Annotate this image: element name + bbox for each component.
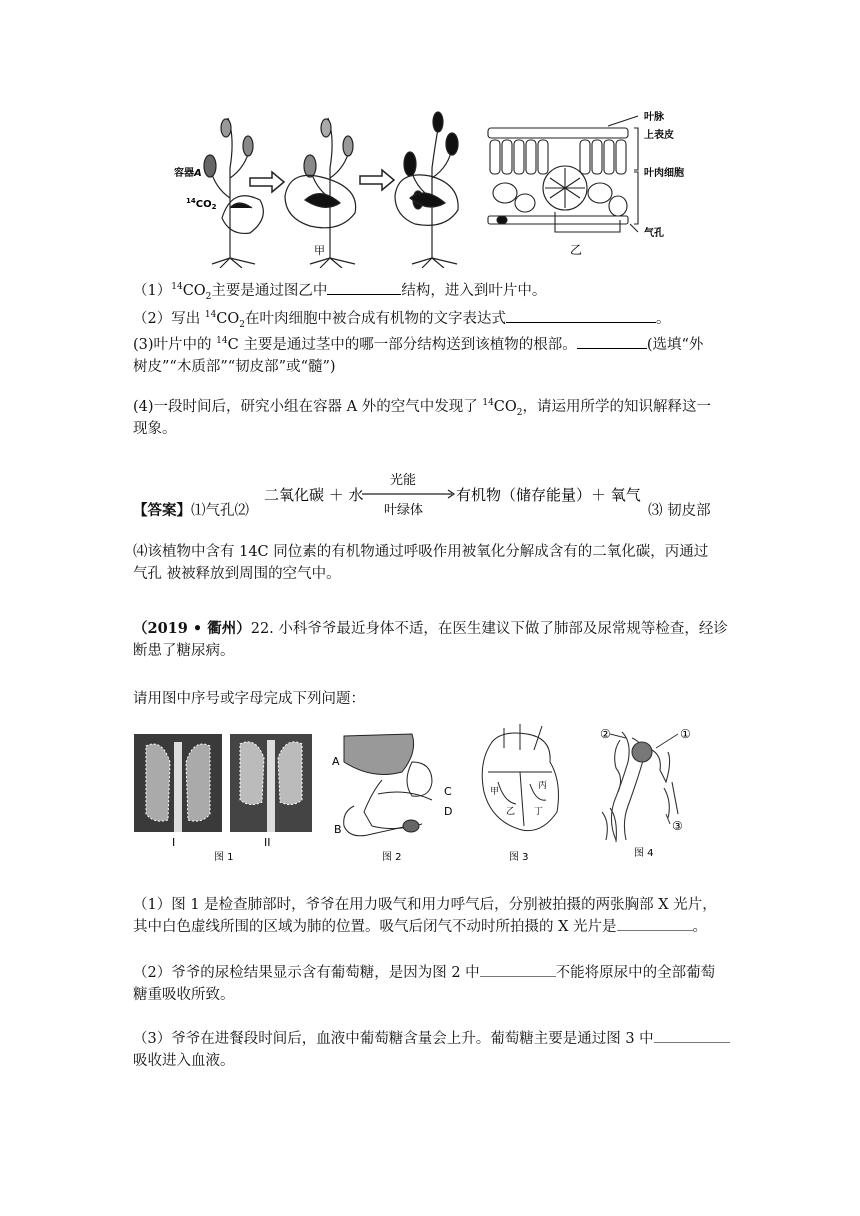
svg-text:③: ③	[672, 819, 683, 833]
svg-text:II: II	[264, 836, 271, 849]
container-label: 容器A	[174, 168, 202, 179]
svg-text:②: ②	[600, 727, 611, 741]
answer-blank-22-1[interactable]	[617, 916, 693, 931]
svg-text:乙: 乙	[506, 807, 516, 817]
svg-text:甲: 甲	[490, 787, 500, 797]
svg-text:二氧化碳 ＋ 水: 二氧化碳 ＋ 水	[264, 486, 364, 504]
caption-yi: 乙	[570, 243, 583, 257]
answer-label: 【答案】	[133, 502, 191, 519]
question-4: (4)一段时间后，研究小组在容器 A 外的空气中发现了 $^{14}CO_2$，请运用所学的知识解释这一 现象。	[133, 398, 712, 437]
question-1: $(1)^{14}CO_2$主要是通过图乙中 结构，进入到叶片中。	[133, 280, 733, 302]
svg-text:图 2: 图 2	[382, 852, 402, 863]
svg-text:图 3: 图 3	[509, 852, 529, 863]
question-3: (3)叶片中的 $^{14}$C 主要是通过茎中的哪一部分结构送到该植物的根部。 (选填“外 树皮”“木质部”“韧皮部”或“髓”)	[133, 334, 733, 378]
svg-text:①: ①	[680, 727, 691, 741]
svg-text:有机物（储存能量）＋ 氧气: 有机物（储存能量）＋ 氧气	[456, 486, 641, 504]
question-2: （2）写出 $^{14}CO_2$在叶肉细胞中被合成有机物的文字表达式 。	[133, 308, 733, 330]
svg-text:丙: 丙	[538, 781, 548, 791]
svg-text:A: A	[332, 755, 340, 768]
caption-jia: 甲	[314, 244, 325, 257]
label-mesophyll: 叶肉细胞	[644, 168, 684, 179]
answer-blank-2[interactable]	[506, 308, 656, 323]
answer-4: ⑷该植物中含有 14C 同位素的有机物通过呼吸作用被氧化分解成含有的二氧化碳，丙通过 气孔 被被释放到周围的空气中。	[133, 544, 709, 582]
instruction: 请用图中序号或字母完成下列问题：	[133, 691, 365, 707]
svg-text:I: I	[172, 836, 176, 849]
label-epidermis: 上表皮	[644, 130, 674, 141]
question-22-3: （3）爷爷在进餐段时间后，血液中葡萄糖含量会上升。葡萄糖主要是通过图 3 中 吸收进入血液。	[133, 1028, 733, 1072]
label-vein: 叶脉	[644, 112, 664, 123]
label-stoma: 气孔	[644, 228, 664, 239]
co2-label: $^{14}CO_2$	[186, 197, 217, 211]
source-label: （2019 • 衢州）	[133, 620, 251, 637]
medical-figures	[132, 722, 732, 867]
question-22-stem: （2019 • 衢州）22. 小科爷爷最近身体不适，在医生建议下做了肺部及尿常规等检查，经诊 断患了糖尿病。	[133, 620, 728, 659]
question-22-2: （2）爷爷的尿检结果显示含有葡萄糖，是因为图 2 中 不能将原尿中的全部葡萄 糖重吸收所致。	[133, 962, 733, 1006]
svg-text:图 1: 图 1	[214, 852, 234, 863]
answer-line: 【答案】⑴气孔⑵	[133, 502, 249, 519]
svg-text:D: D	[444, 805, 453, 818]
plant-leaf-figure	[160, 108, 690, 268]
answer-3: ⑶ 韧皮部	[648, 503, 711, 519]
answer-blank-1[interactable]	[327, 280, 401, 295]
svg-text:叶绿体: 叶绿体	[384, 503, 424, 518]
svg-text:光能: 光能	[390, 473, 417, 488]
question-22-1: （1）图 1 是检查肺部时，爷爷在用力吸气和用力呼气后，分别被拍摄的两张胸部 X 光片， 其中白色虚线所围的区域为肺的位置。吸气后闭气不动时所拍摄的 X 光片是 。	[133, 897, 717, 935]
svg-text:丁: 丁	[534, 807, 544, 817]
svg-text:B: B	[334, 823, 342, 836]
svg-text:图 4: 图 4	[634, 848, 654, 859]
answer-blank-3[interactable]	[577, 334, 647, 349]
photosynthesis-equation	[262, 470, 652, 520]
answer-blank-22-3[interactable]	[654, 1028, 730, 1043]
svg-text:C: C	[444, 785, 452, 798]
answer-blank-22-2[interactable]	[480, 962, 556, 977]
